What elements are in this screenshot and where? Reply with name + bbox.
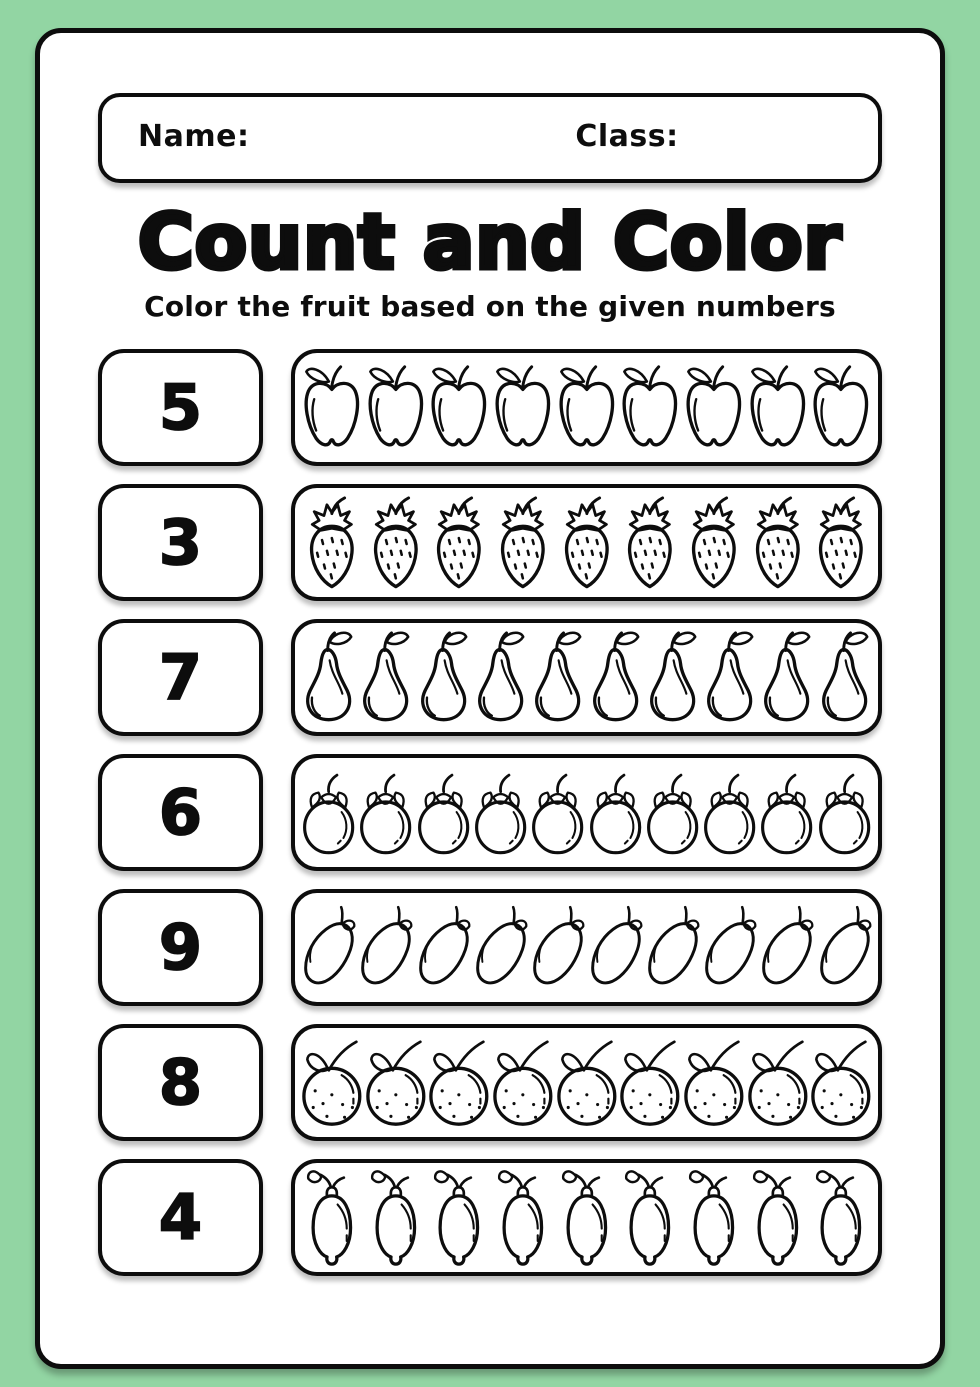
- fruit-slot: [618, 494, 682, 592]
- apple-icon[interactable]: [364, 359, 428, 457]
- worksheet-row: [98, 349, 882, 466]
- fruit-slot: [644, 629, 701, 727]
- worksheet-row: [98, 619, 882, 736]
- fruit-slot: [587, 899, 644, 997]
- fruit-slot: [529, 764, 586, 862]
- fruit-slot: [415, 899, 472, 997]
- fruit-slot: [491, 1169, 555, 1267]
- lemon-icon[interactable]: [746, 1169, 810, 1267]
- orange-icon[interactable]: [300, 1034, 364, 1132]
- fruit-slot: [746, 1034, 810, 1132]
- class-label: Class:: [575, 119, 679, 155]
- mango-icon[interactable]: [587, 899, 644, 997]
- number-box: [98, 1159, 263, 1276]
- fruit-slot: [816, 629, 873, 727]
- fruit-slot: [644, 764, 701, 862]
- pear-icon[interactable]: [758, 629, 815, 727]
- mango-icon[interactable]: [357, 899, 414, 997]
- lemon-icon[interactable]: [618, 1169, 682, 1267]
- fruit-slot: [555, 359, 619, 457]
- fruit-slot: [682, 494, 746, 592]
- mango-icon[interactable]: [529, 899, 586, 997]
- fruit-row-box: [291, 349, 882, 466]
- fruit-slot: [644, 899, 701, 997]
- strawberry-icon[interactable]: [555, 494, 619, 592]
- fruit-slot: [364, 1034, 428, 1132]
- fruit-slot: [364, 1169, 428, 1267]
- number-label: 5: [158, 371, 203, 445]
- fruit-slot: [415, 629, 472, 727]
- number-label: 8: [158, 1046, 203, 1120]
- number-box: [98, 619, 263, 736]
- fruit-slot: [618, 1034, 682, 1132]
- orange-icon[interactable]: [746, 1034, 810, 1132]
- fruit-slot: [472, 899, 529, 997]
- fruit-slot: [357, 629, 414, 727]
- strawberry-icon[interactable]: [491, 494, 555, 592]
- lemon-icon[interactable]: [491, 1169, 555, 1267]
- fruit-slot: [701, 899, 758, 997]
- fruit-slot: [357, 899, 414, 997]
- orange-icon[interactable]: [364, 1034, 428, 1132]
- fruit-slot: [300, 494, 364, 592]
- pear-icon[interactable]: [300, 629, 357, 727]
- number-label: 7: [158, 641, 203, 715]
- fruit-slot: [357, 764, 414, 862]
- fruit-slot: [682, 1169, 746, 1267]
- lemon-icon[interactable]: [809, 1169, 873, 1267]
- page-subtitle: Color the fruit based on the given numbers: [144, 290, 836, 324]
- strawberry-icon[interactable]: [746, 494, 810, 592]
- fruit-slot: [415, 764, 472, 862]
- fruit-slot: [682, 359, 746, 457]
- pear-icon[interactable]: [644, 629, 701, 727]
- pear-icon[interactable]: [587, 629, 644, 727]
- fruit-slot: [587, 629, 644, 727]
- lemon-icon[interactable]: [555, 1169, 619, 1267]
- fruit-slot: [746, 1169, 810, 1267]
- fruit-slot: [758, 764, 815, 862]
- orange-icon[interactable]: [555, 1034, 619, 1132]
- mango-icon[interactable]: [701, 899, 758, 997]
- name-label: Name:: [138, 119, 250, 155]
- mango-icon[interactable]: [816, 899, 873, 997]
- worksheet-row: [98, 484, 882, 601]
- fruit-slot: [491, 1034, 555, 1132]
- fruit-slot: [300, 764, 357, 862]
- worksheet-row: [98, 1024, 882, 1141]
- fruit-slot: [529, 629, 586, 727]
- fruit-slot: [809, 1034, 873, 1132]
- orange-icon[interactable]: [491, 1034, 555, 1132]
- worksheet-row: [98, 889, 882, 1006]
- pear-icon[interactable]: [472, 629, 529, 727]
- orange-icon[interactable]: [618, 1034, 682, 1132]
- pear-icon[interactable]: [415, 629, 472, 727]
- strawberry-icon[interactable]: [300, 494, 364, 592]
- orange-icon[interactable]: [427, 1034, 491, 1132]
- fruit-slot: [746, 359, 810, 457]
- fruit-row-box: [291, 1024, 882, 1141]
- fruit-slot: [364, 359, 428, 457]
- number-label: 4: [158, 1181, 203, 1255]
- fruit-slot: [587, 764, 644, 862]
- fruit-slot: [618, 359, 682, 457]
- fruit-slot: [758, 629, 815, 727]
- fruit-row-box: [291, 484, 882, 601]
- fruit-slot: [491, 494, 555, 592]
- fruit-slot: [472, 629, 529, 727]
- mangosteen-icon[interactable]: [415, 764, 472, 862]
- mangosteen-icon[interactable]: [300, 764, 357, 862]
- lemon-icon[interactable]: [682, 1169, 746, 1267]
- pear-icon[interactable]: [701, 629, 758, 727]
- lemon-icon[interactable]: [300, 1169, 364, 1267]
- number-box: [98, 349, 263, 466]
- strawberry-icon[interactable]: [364, 494, 428, 592]
- fruit-slot: [809, 1169, 873, 1267]
- fruit-slot: [529, 899, 586, 997]
- strawberry-icon[interactable]: [427, 494, 491, 592]
- mangosteen-icon[interactable]: [816, 764, 873, 862]
- fruit-slot: [816, 899, 873, 997]
- pear-icon[interactable]: [357, 629, 414, 727]
- lemon-icon[interactable]: [364, 1169, 428, 1267]
- number-label: 6: [158, 776, 203, 850]
- mangosteen-icon[interactable]: [587, 764, 644, 862]
- fruit-row-box: [291, 889, 882, 1006]
- fruit-slot: [300, 359, 364, 457]
- fruit-slot: [300, 1169, 364, 1267]
- fruit-slot: [555, 1169, 619, 1267]
- fruit-slot: [682, 1034, 746, 1132]
- strawberry-icon[interactable]: [682, 494, 746, 592]
- fruit-slot: [300, 1034, 364, 1132]
- fruit-slot: [816, 764, 873, 862]
- mango-icon[interactable]: [300, 899, 357, 997]
- mango-icon[interactable]: [472, 899, 529, 997]
- strawberry-icon[interactable]: [618, 494, 682, 592]
- number-box: [98, 484, 263, 601]
- orange-icon[interactable]: [682, 1034, 746, 1132]
- worksheet-row: [98, 1159, 882, 1276]
- fruit-slot: [300, 629, 357, 727]
- apple-icon[interactable]: [555, 359, 619, 457]
- pear-icon[interactable]: [529, 629, 586, 727]
- mango-icon[interactable]: [415, 899, 472, 997]
- mangosteen-icon[interactable]: [701, 764, 758, 862]
- mangosteen-icon[interactable]: [529, 764, 586, 862]
- fruit-slot: [427, 1169, 491, 1267]
- fruit-slot: [364, 494, 428, 592]
- fruit-slot: [555, 1034, 619, 1132]
- apple-icon[interactable]: [809, 359, 873, 457]
- apple-icon[interactable]: [618, 359, 682, 457]
- fruit-slot: [555, 494, 619, 592]
- fruit-slot: [758, 899, 815, 997]
- fruit-row-box: [291, 754, 882, 871]
- pear-icon[interactable]: [816, 629, 873, 727]
- name-class-box: [98, 93, 882, 183]
- number-box: [98, 889, 263, 1006]
- strawberry-icon[interactable]: [809, 494, 873, 592]
- rows-container: [98, 349, 882, 1276]
- page-title: Count and Color: [138, 197, 842, 286]
- number-box: [98, 754, 263, 871]
- fruit-slot: [701, 764, 758, 862]
- mango-icon[interactable]: [644, 899, 701, 997]
- mangosteen-icon[interactable]: [472, 764, 529, 862]
- mangosteen-icon[interactable]: [758, 764, 815, 862]
- lemon-icon[interactable]: [427, 1169, 491, 1267]
- fruit-slot: [427, 359, 491, 457]
- number-label: 3: [158, 506, 203, 580]
- mangosteen-icon[interactable]: [357, 764, 414, 862]
- fruit-slot: [809, 494, 873, 592]
- apple-icon[interactable]: [682, 359, 746, 457]
- apple-icon[interactable]: [427, 359, 491, 457]
- fruit-row-box: [291, 1159, 882, 1276]
- fruit-row-box: [291, 619, 882, 736]
- fruit-slot: [809, 359, 873, 457]
- apple-icon[interactable]: [491, 359, 555, 457]
- fruit-slot: [427, 494, 491, 592]
- apple-icon[interactable]: [300, 359, 364, 457]
- worksheet-row: [98, 754, 882, 871]
- fruit-slot: [427, 1034, 491, 1132]
- number-label: 9: [158, 911, 203, 985]
- apple-icon[interactable]: [746, 359, 810, 457]
- fruit-slot: [491, 359, 555, 457]
- orange-icon[interactable]: [809, 1034, 873, 1132]
- mangosteen-icon[interactable]: [644, 764, 701, 862]
- fruit-slot: [472, 764, 529, 862]
- number-box: [98, 1024, 263, 1141]
- fruit-slot: [618, 1169, 682, 1267]
- worksheet-page: [35, 28, 945, 1369]
- fruit-slot: [746, 494, 810, 592]
- mango-icon[interactable]: [758, 899, 815, 997]
- fruit-slot: [300, 899, 357, 997]
- fruit-slot: [701, 629, 758, 727]
